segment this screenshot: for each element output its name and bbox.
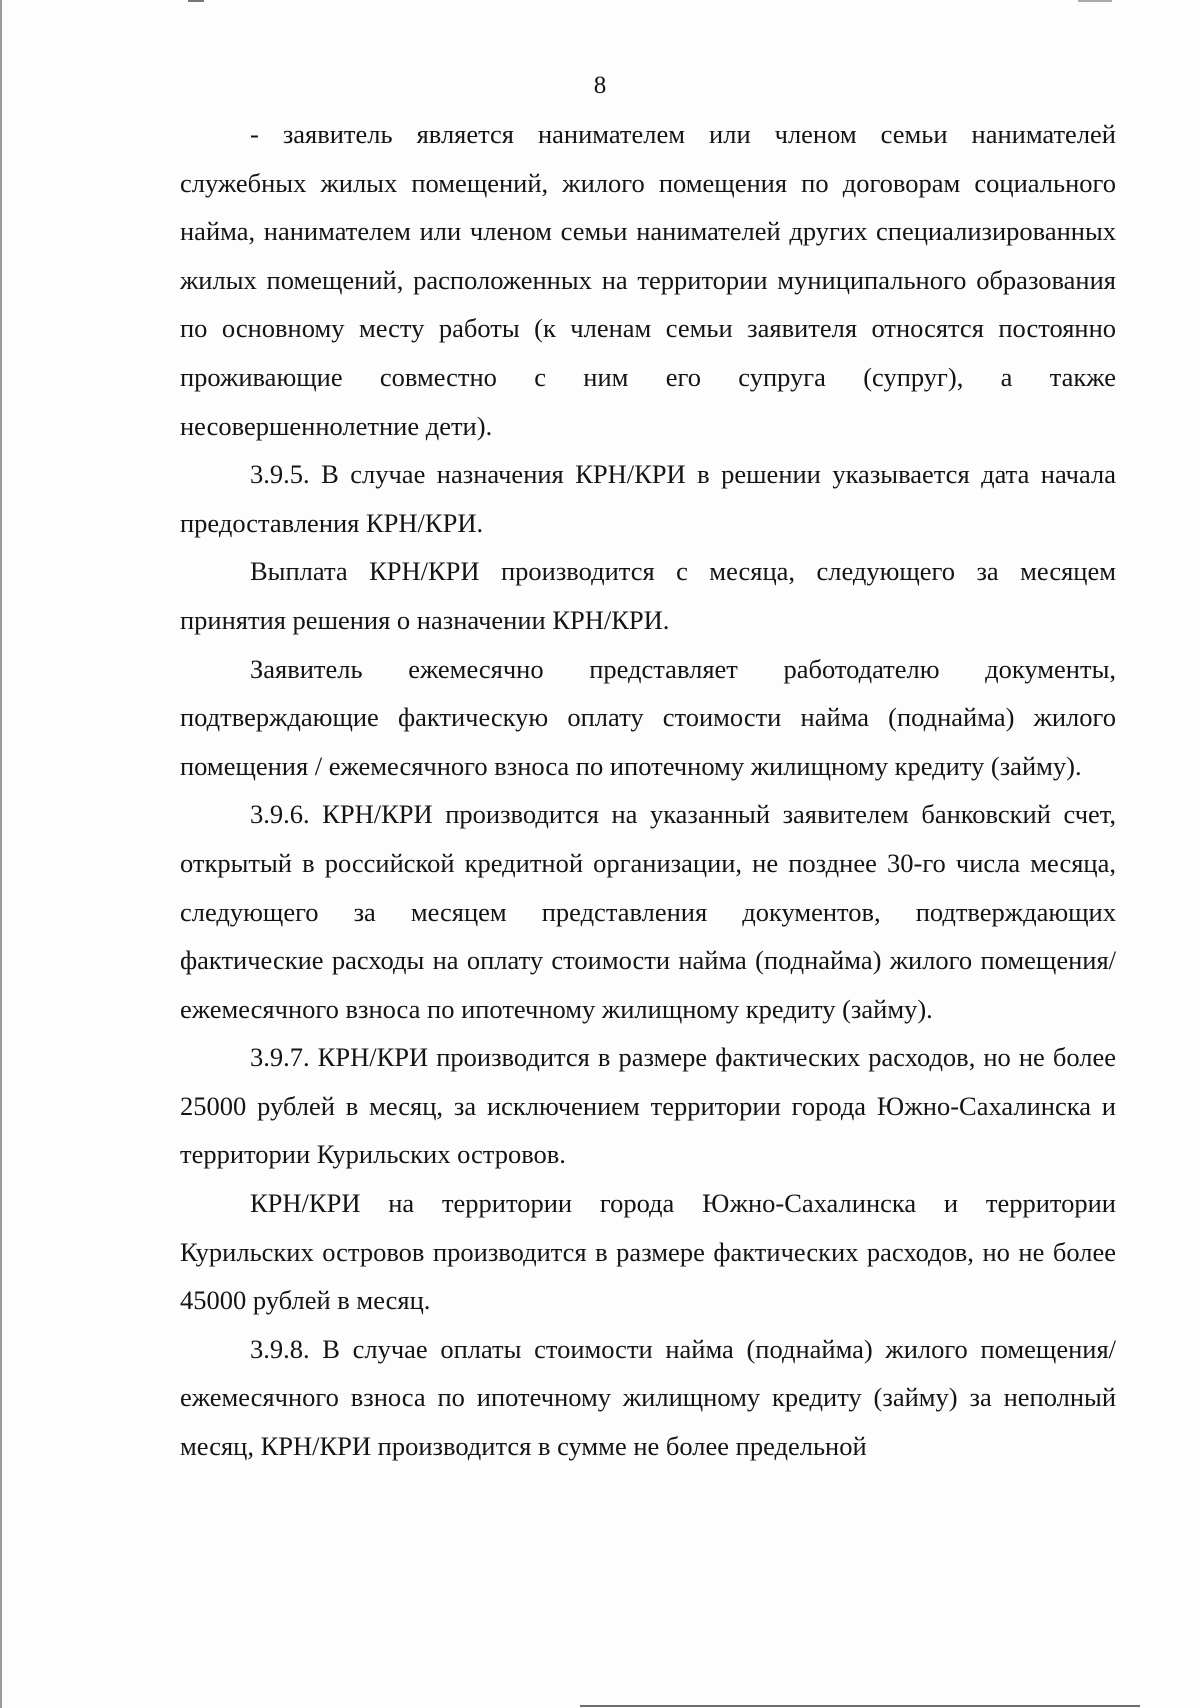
paragraph-3-9-7: 3.9.7. КРН/КРИ производится в размере фактических расходов, но не более 25000 рублей в месяц, за исключением территории города Южно-Сахалинска и территории Курильских островов.	[180, 1042, 1116, 1170]
paragraph-3-9-8: 3.9.8. В случае оплаты стоимости найма (поднайма) жилого помещения/ежемесячного взноса по ипотечному жилищному кредиту (займу) за неполный месяц, КРН/КРИ производится в сумме не более предельной	[180, 1333, 1116, 1462]
scan-line-bottom	[580, 1705, 1140, 1707]
scan-mark-top-left	[188, 0, 204, 2]
paragraph-applicant-tenant: - заявитель является нанимателем или членом семьи нанимателей служебных жилых помещений, жилого помещения по договорам социального найма, нанимателем или членом семьи нанимателей других специализированных жилых помещений, расположенных на территории муниципального образования по основному месту работы (к членам семьи заявителя относятся постоянно проживающие совместно с ним его супруга (супруг), а также несовершеннолетние дети).	[180, 119, 1116, 441]
paragraph-3-9-6: 3.9.6. КРН/КРИ производится на указанный заявителем банковский счет, открытый в российской кредитной организации, не позднее 30-го числа месяца, следующего за месяцем представления документов, подтверждающих фактические расходы на оплату стоимости найма (поднайма) жилого помещения/ежемесячного взноса по ипотечному жилищному кредиту (займу).	[180, 799, 1116, 1024]
paragraph-monthly-documents: Заявитель ежемесячно представляет работодателю документы, подтверждающие фактическую оплату стоимости найма (поднайма) жилого помещения / ежемесячного взноса по ипотечному жилищному кредиту (займу).	[180, 653, 1116, 781]
paragraph-payment-start: Выплата КРН/КРИ производится с месяца, следующего за месяцем принятия решения о назначении КРН/КРИ.	[180, 556, 1116, 635]
page-number: 8	[593, 72, 607, 99]
document-text	[180, 110, 1116, 1471]
paragraph-3-9-5: 3.9.5. В случае назначения КРН/КРИ в решении указывается дата начала предоставления КРН/КРИ.	[180, 459, 1116, 538]
scan-edge-left	[0, 0, 2, 1708]
scan-mark-top-right	[1078, 0, 1112, 2]
paragraph-sakhalin-kuril: КРН/КРИ на территории города Южно-Сахалинска и территории Курильских островов производится в размере фактических расходов, но не более 45000 рублей в месяц.	[180, 1188, 1116, 1316]
